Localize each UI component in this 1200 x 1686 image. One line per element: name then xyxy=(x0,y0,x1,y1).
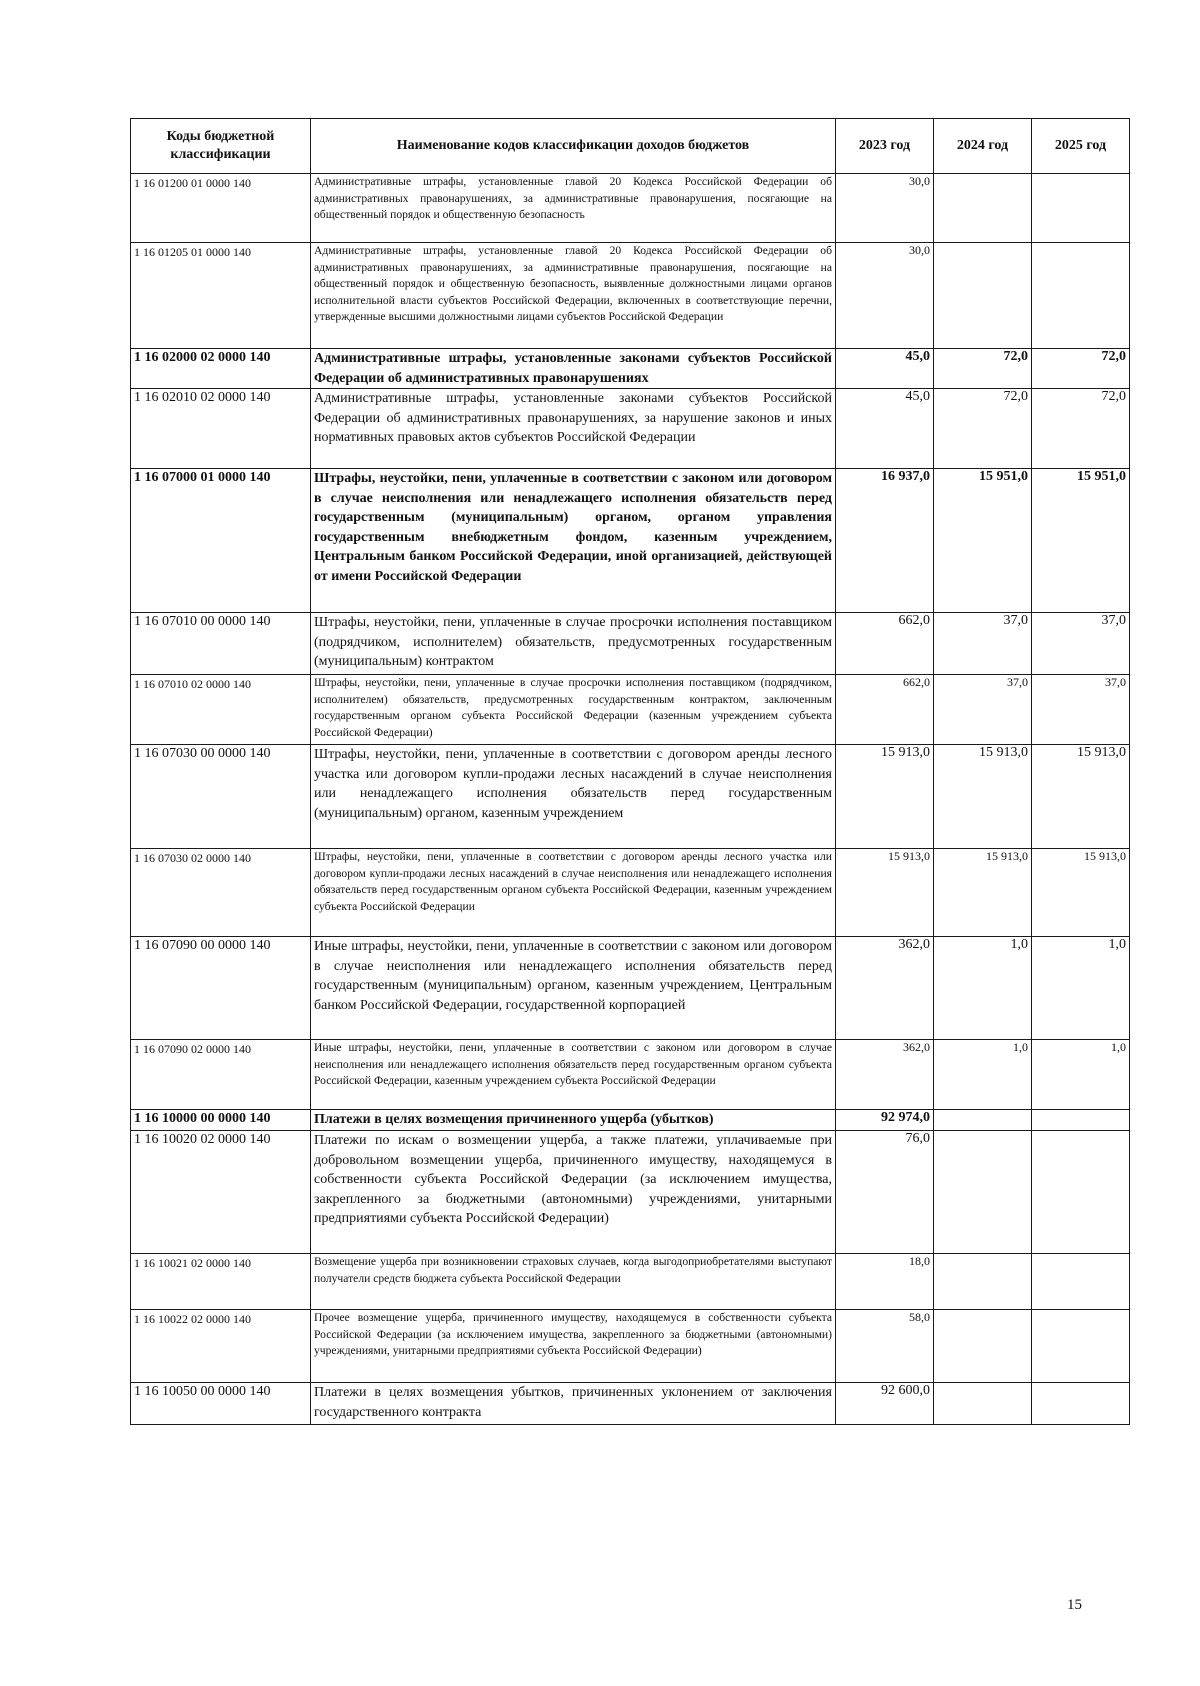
table-row xyxy=(131,1310,1130,1383)
row-code: 1 16 07010 02 0000 140 xyxy=(131,675,311,745)
row-value-2023: 92 600,0 xyxy=(836,1383,934,1425)
table-row xyxy=(131,1383,1130,1425)
row-value-2025: 15 913,0 xyxy=(1032,849,1130,937)
header-2023: 2023 год xyxy=(836,119,934,174)
row-value-2024: 1,0 xyxy=(934,1040,1032,1110)
budget-revenue-table xyxy=(130,118,1130,1425)
row-code: 1 16 07090 00 0000 140 xyxy=(131,937,311,1040)
row-value-2025 xyxy=(1032,243,1130,349)
row-name: Прочее возмещение ущерба, причиненного имуществу, находящемуся в собственности субъекта Российской Федерации (за исключением имущества, закрепленного за бюджетными (автономными) учреждениями, унитарными предприятиями субъекта Российской Федерации) xyxy=(311,1310,836,1383)
row-value-2023: 18,0 xyxy=(836,1254,934,1310)
row-value-2024: 15 913,0 xyxy=(934,745,1032,849)
row-value-2023: 30,0 xyxy=(836,174,934,243)
row-value-2025: 37,0 xyxy=(1032,675,1130,745)
row-value-2023: 662,0 xyxy=(836,613,934,675)
row-code: 1 16 01200 01 0000 140 xyxy=(131,174,311,243)
row-value-2025: 37,0 xyxy=(1032,613,1130,675)
row-name: Административные штрафы, установленные главой 20 Кодекса Российской Федерации об административных правонарушениях, за административные правонарушения, посягающие на общественный порядок и общественную безопасность xyxy=(311,174,836,243)
row-value-2024: 37,0 xyxy=(934,675,1032,745)
row-value-2025: 72,0 xyxy=(1032,349,1130,389)
row-value-2023: 362,0 xyxy=(836,937,934,1040)
header-2025: 2025 год xyxy=(1032,119,1130,174)
row-name: Административные штрафы, установленные законами субъектов Российской Федерации об административных правонарушениях xyxy=(311,349,836,389)
row-value-2024: 15 913,0 xyxy=(934,849,1032,937)
row-value-2024 xyxy=(934,1383,1032,1425)
row-value-2023: 15 913,0 xyxy=(836,849,934,937)
table-row xyxy=(131,243,1130,349)
table-row xyxy=(131,349,1130,389)
row-value-2025 xyxy=(1032,1131,1130,1254)
row-name: Иные штрафы, неустойки, пени, уплаченные в соответствии с законом или договором в случае неисполнения или ненадлежащего исполнения обязательств перед государственным органом субъекта Российской Федерации, казенным учреждением субъекта Российской Федерации xyxy=(311,1040,836,1110)
header-2024: 2024 год xyxy=(934,119,1032,174)
table-row xyxy=(131,745,1130,849)
row-code: 1 16 10020 02 0000 140 xyxy=(131,1131,311,1254)
row-name: Штрафы, неустойки, пени, уплаченные в соответствии с законом или договором в случае неисполнения или ненадлежащего исполнения обязательств перед государственным (муниципальным) органом, органом управления государственным внебюджетным фондом, казенным учреждением, Центральным банком Российской Федерации, иной организацией, действующей от имени Российской Федерации xyxy=(311,469,836,613)
table-row xyxy=(131,1131,1130,1254)
table-header-row xyxy=(131,119,1130,174)
row-value-2023: 58,0 xyxy=(836,1310,934,1383)
table-row xyxy=(131,849,1130,937)
row-value-2023: 45,0 xyxy=(836,389,934,469)
table-row xyxy=(131,613,1130,675)
row-code: 1 16 02010 02 0000 140 xyxy=(131,389,311,469)
row-value-2024: 37,0 xyxy=(934,613,1032,675)
row-value-2025: 15 913,0 xyxy=(1032,745,1130,849)
row-code: 1 16 07000 01 0000 140 xyxy=(131,469,311,613)
row-name: Административные штрафы, установленные главой 20 Кодекса Российской Федерации об административных правонарушениях, за административные правонарушения, посягающие на общественный порядок и общественную безопасность, выявленные должностными лицами органов исполнительной власти субъектов Российской Федерации, включенных в соответствующие перечни, утвержденные высшими должностными лицами субъектов Российской Федерации xyxy=(311,243,836,349)
row-value-2023: 15 913,0 xyxy=(836,745,934,849)
row-value-2025 xyxy=(1032,174,1130,243)
row-code: 1 16 07010 00 0000 140 xyxy=(131,613,311,675)
row-value-2023: 16 937,0 xyxy=(836,469,934,613)
row-value-2024 xyxy=(934,1254,1032,1310)
row-value-2024 xyxy=(934,174,1032,243)
row-value-2024: 72,0 xyxy=(934,349,1032,389)
row-value-2025 xyxy=(1032,1383,1130,1425)
row-name: Штрафы, неустойки, пени, уплаченные в случае просрочки исполнения поставщиком (подрядчиком, исполнителем) обязательств, предусмотренных государственным (муниципальным) контрактом xyxy=(311,613,836,675)
row-value-2025 xyxy=(1032,1254,1130,1310)
row-code: 1 16 07030 02 0000 140 xyxy=(131,849,311,937)
row-value-2023: 30,0 xyxy=(836,243,934,349)
row-value-2023: 662,0 xyxy=(836,675,934,745)
row-value-2025 xyxy=(1032,1310,1130,1383)
table-row xyxy=(131,1254,1130,1310)
row-value-2024 xyxy=(934,1110,1032,1131)
row-name: Штрафы, неустойки, пени, уплаченные в случае просрочки исполнения поставщиком (подрядчиком, исполнителем) обязательств, предусмотренных государственным контрактом, заключенным государственным органом субъекта Российской Федерации (казенным учреждением субъекта Российской Федерации) xyxy=(311,675,836,745)
row-name: Возмещение ущерба при возникновении страховых случаев, когда выгодоприобретателями выступают получатели средств бюджета субъекта Российской Федерации xyxy=(311,1254,836,1310)
row-code: 1 16 10021 02 0000 140 xyxy=(131,1254,311,1310)
row-code: 1 16 02000 02 0000 140 xyxy=(131,349,311,389)
row-value-2025: 1,0 xyxy=(1032,1040,1130,1110)
table-row xyxy=(131,389,1130,469)
row-value-2025: 1,0 xyxy=(1032,937,1130,1040)
row-code: 1 16 10000 00 0000 140 xyxy=(131,1110,311,1131)
table-row xyxy=(131,1040,1130,1110)
row-value-2025 xyxy=(1032,1110,1130,1131)
row-name: Платежи в целях возмещения причиненного ущерба (убытков) xyxy=(311,1110,836,1131)
row-name: Платежи по искам о возмещении ущерба, а также платежи, уплачиваемые при добровольном возмещении ущерба, причиненного имуществу, находящемуся в собственности субъекта Российской Федерации (за исключением имущества, закрепленного за бюджетными (автономными) учреждениями, унитарными предприятиями субъекта Российской Федерации) xyxy=(311,1131,836,1254)
page-number: 15 xyxy=(1067,1597,1082,1613)
table-row xyxy=(131,675,1130,745)
row-value-2024 xyxy=(934,1131,1032,1254)
table-row xyxy=(131,469,1130,613)
row-code: 1 16 10050 00 0000 140 xyxy=(131,1383,311,1425)
table-row xyxy=(131,937,1130,1040)
row-code: 1 16 01205 01 0000 140 xyxy=(131,243,311,349)
row-value-2023: 45,0 xyxy=(836,349,934,389)
row-value-2024: 15 951,0 xyxy=(934,469,1032,613)
row-value-2024: 1,0 xyxy=(934,937,1032,1040)
row-value-2023: 76,0 xyxy=(836,1131,934,1254)
row-code: 1 16 07030 00 0000 140 xyxy=(131,745,311,849)
row-name: Штрафы, неустойки, пени, уплаченные в соответствии с договором аренды лесного участка или договором купли-продажи лесных насаждений в случае неисполнения или ненадлежащего исполнения обязательств перед государственным (муниципальным) органом, казенным учреждением xyxy=(311,745,836,849)
row-value-2024: 72,0 xyxy=(934,389,1032,469)
row-value-2024 xyxy=(934,243,1032,349)
row-code: 1 16 10022 02 0000 140 xyxy=(131,1310,311,1383)
row-name: Штрафы, неустойки, пени, уплаченные в соответствии с договором аренды лесного участка или договором купли-продажи лесных насаждений в случае неисполнения или ненадлежащего исполнения обязательств перед государственным органом субъекта Российской Федерации, казенным учреждением субъекта Российской Федерации xyxy=(311,849,836,937)
row-name: Иные штрафы, неустойки, пени, уплаченные в соответствии с законом или договором в случае неисполнения или ненадлежащего исполнения обязательств перед государственным (муниципальным) органом, казенным учреждением, Центральным банком Российской Федерации, государственной корпорацией xyxy=(311,937,836,1040)
row-value-2023: 92 974,0 xyxy=(836,1110,934,1131)
row-value-2025: 15 951,0 xyxy=(1032,469,1130,613)
header-code: Коды бюджетной классификации xyxy=(131,119,311,174)
table-row xyxy=(131,1110,1130,1131)
row-name: Административные штрафы, установленные законами субъектов Российской Федерации об административных правонарушениях, за нарушение законов и иных нормативных правовых актов субъектов Российской Федерации xyxy=(311,389,836,469)
row-name: Платежи в целях возмещения убытков, причиненных уклонением от заключения государственного контракта xyxy=(311,1383,836,1425)
row-value-2024 xyxy=(934,1310,1032,1383)
table-row xyxy=(131,174,1130,243)
header-name: Наименование кодов классификации доходов бюджетов xyxy=(311,119,836,174)
row-value-2025: 72,0 xyxy=(1032,389,1130,469)
row-code: 1 16 07090 02 0000 140 xyxy=(131,1040,311,1110)
row-value-2023: 362,0 xyxy=(836,1040,934,1110)
